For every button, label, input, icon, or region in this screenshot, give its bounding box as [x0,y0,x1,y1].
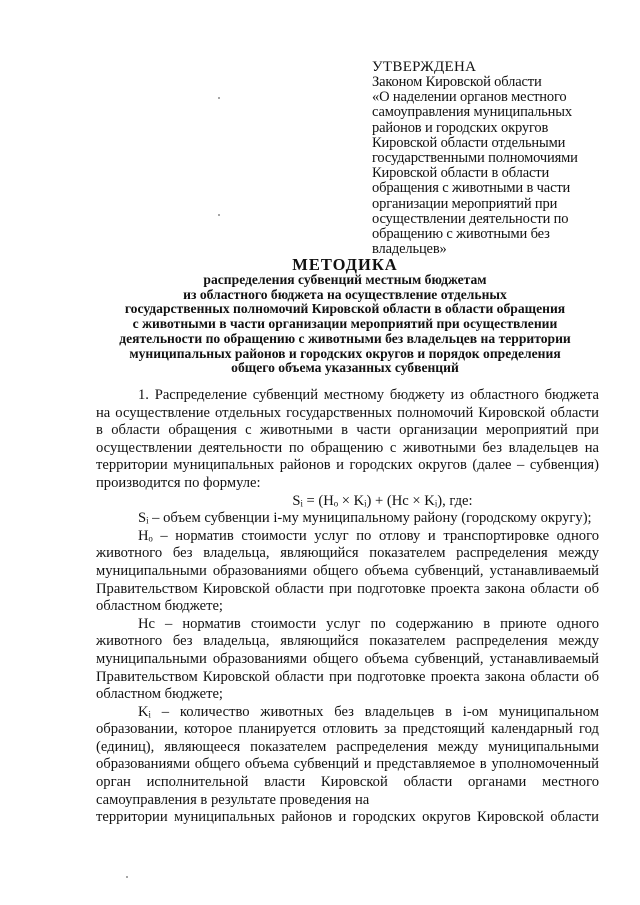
approval-line: обращения с животными в части [372,180,571,197]
approval-line: самоуправления муниципальных [372,104,572,121]
approval-line: осуществлении деятельности по [372,210,569,227]
subtitle-line: из областного бюджета на осуществление отдельных [183,286,507,302]
subtitle-line: муниципальных районов и городских округов и порядок определения [129,345,561,361]
approval-line: «О наделении органов местного [372,89,567,106]
subtitle-line: распределения субвенций местным бюджетам [203,272,487,287]
subtitle-line: общего объема указанных субвенций [231,360,459,376]
subtitle-line: деятельности по обращению с животными без владельцев на территории [119,330,571,346]
paragraph-1: 1. Распределение субвенций местному бюджету из областного бюджета на осуществление отдельных государственных полномочий Кировской области в области обращения с животными в части организации мероприятий при осуществлении деятельности по обращению с животными без владельцев на территории муниципальных районов и городских округов (далее – субвенция) производится по формуле: [96,387,599,491]
methodology-subtitle [80,273,610,376]
subtitle-line: государственных полномочий Кировской области в области обращения [124,301,566,317]
scan-speck [218,97,220,99]
last-line: территории муниципальных районов и городских округов Кировской области [96,809,599,826]
approval-title: УТВЕРЖДЕНА [372,59,477,75]
document-body [96,387,599,827]
approval-line: государственными полномочиями [372,150,578,167]
definition-k: Kᵢ – количество животных без владельцев в i-ом муниципальном образовании, которое планируется отловить за предстоящий календарный год (единиц), являющееся показателем распределения между муниципальными образованиями общего объема субвенций и представляемое в уполномоченный орган исполнительной власти Кировской области органами местного самоуправления в результате проведения на [96,703,599,808]
approval-line: Кировской области в области [372,165,550,182]
approval-line: Кировской области отдельными [372,134,566,151]
methodology-title: МЕТОДИКА [292,255,398,274]
approval-stamp-block [372,59,612,257]
scan-speck [218,214,220,216]
approval-line: владельцев» [372,241,447,258]
approval-line: организации мероприятий при [372,195,558,212]
definition-hc: Hc – норматив стоимости услуг по содержанию в приюте одного животного без владельца, являющийся показателем распределения между муниципальными образованиями общего объема субвенций, устанавливаемый Правительством Кировской области при подготовке проекта закона области об областном бюджете; [96,615,599,703]
definition-s: Sᵢ – объем субвенции i-му муниципальному району (городскому округу); [138,510,592,527]
approval-line: обращению с животными без [372,226,550,243]
definition-ho: Hₒ – норматив стоимости услуг по отлову и транспортировке одного животного без владельца, являющийся показателем распределения между муниципальными образованиями общего объема субвенций, устанавливаемый Правительством Кировской области при подготовке проекта закона области об областном бюджете; [96,527,599,615]
formula: Sᵢ = (Hₒ × Kᵢ) + (Hc × Kᵢ), где: [292,492,473,509]
approval-line: районов и городских округов [372,119,549,136]
scan-speck [126,876,128,878]
approval-line: Законом Кировской области [372,74,542,90]
subtitle-line: с животными в части организации мероприятий при осуществлении [132,316,558,332]
